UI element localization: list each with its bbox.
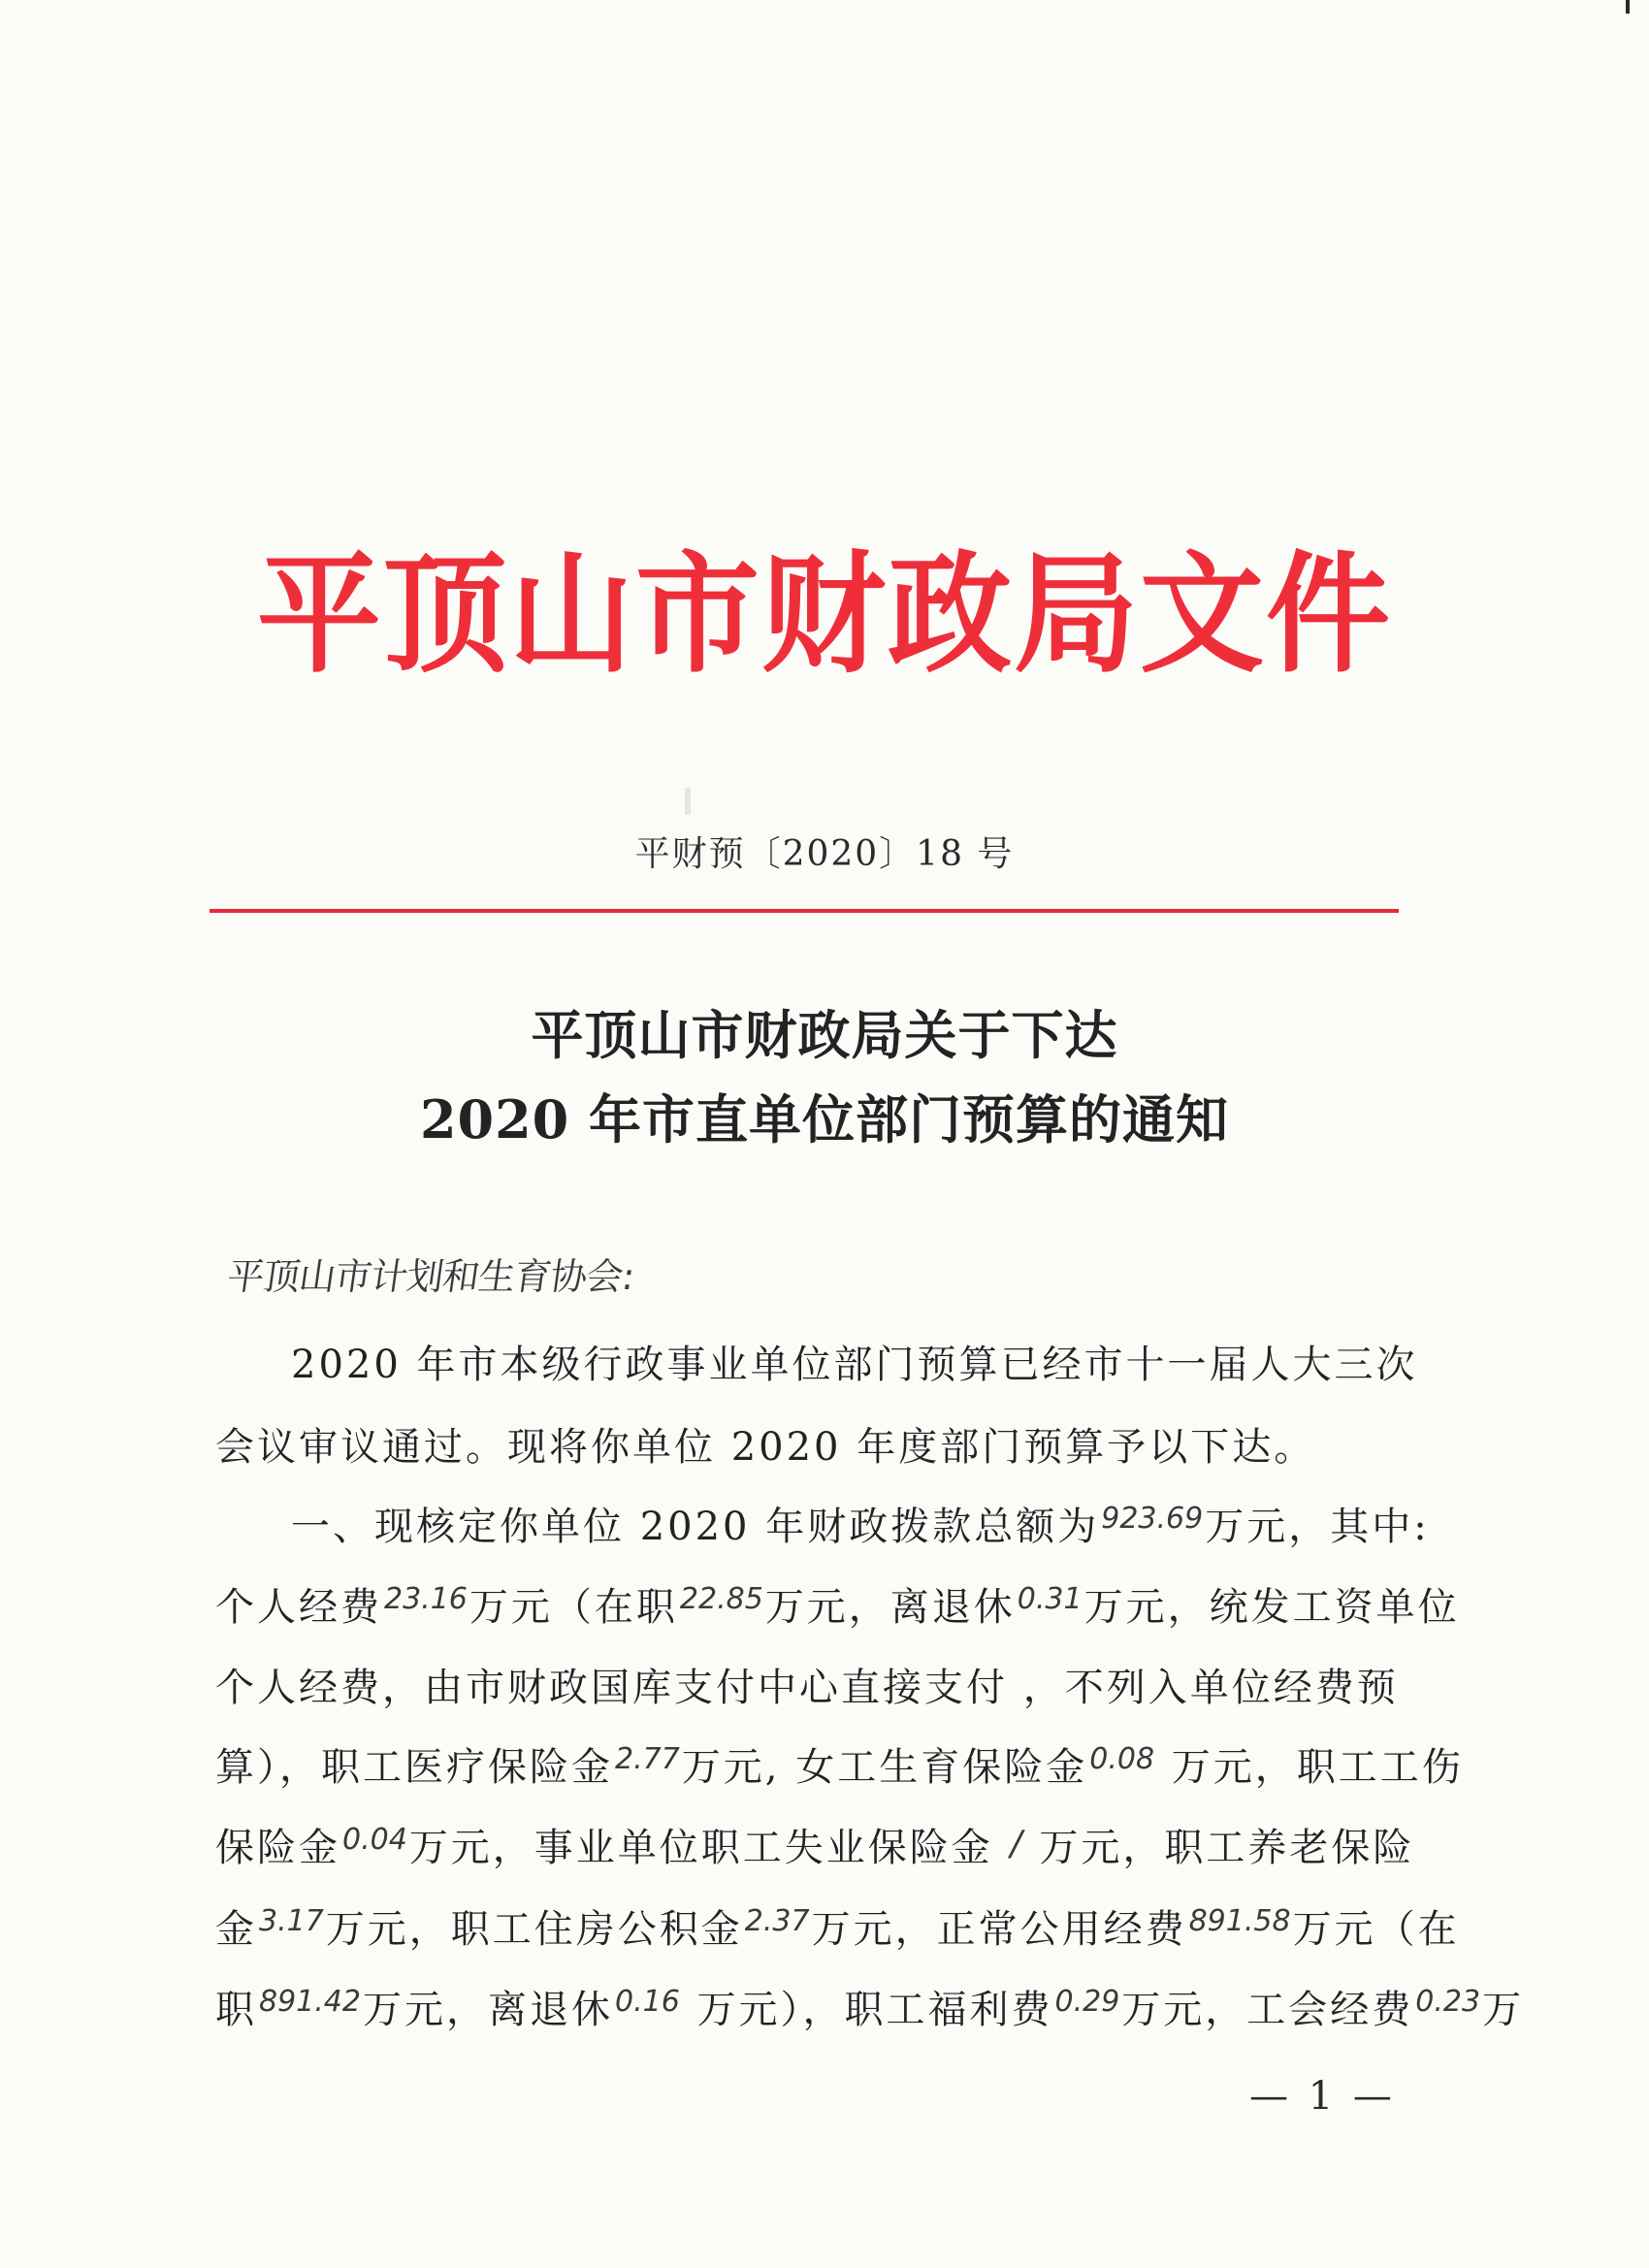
paragraph-2-line-5 [215, 1817, 1414, 1872]
paragraph-2-line-6 [215, 1898, 1460, 1954]
text: 万元，其中: [1205, 1505, 1430, 1549]
handwritten-pension: 3.17 [259, 1904, 324, 1938]
text: 万元，职工工伤 [1156, 1745, 1464, 1790]
paragraph-2-line-2 [215, 1576, 1460, 1632]
red-separator-line [210, 909, 1399, 913]
text: 职 [215, 1988, 257, 2032]
text: 会议审议通过。现将你单位 2020 年度部门预算予以下达。 [215, 1425, 1316, 1470]
paragraph-1-line-2 [215, 1416, 1315, 1472]
text: 万元（在职 [469, 1585, 678, 1630]
handwritten-maternity: 0.08 [1089, 1742, 1155, 1776]
title-line-2: 2020 年市直单位部门预算的通知 [419, 1088, 1230, 1150]
text: 万元，工会经费 [1121, 1988, 1414, 2032]
handwritten-welfare: 0.29 [1054, 1985, 1120, 2019]
text: 万元，统发工资单位 [1083, 1585, 1460, 1630]
text: 保险金 [215, 1826, 340, 1870]
handwritten-unemployment: / [1010, 1824, 1022, 1863]
document-number: 平财预〔2020〕18 号 [634, 834, 1015, 874]
page-number: — 1 — [1249, 2074, 1396, 2119]
text: 万元，正常公用经费 [811, 1907, 1187, 1952]
scan-smudge [685, 788, 691, 815]
handwritten-injury: 0.04 [342, 1823, 407, 1857]
text: 个人经费 [215, 1585, 382, 1630]
paragraph-2-line-1 [291, 1496, 1430, 1551]
handwritten-in-service: 22.85 [679, 1582, 763, 1616]
text: 万 [1482, 1988, 1525, 2032]
masthead: 平顶山市财政局文件 [256, 538, 1392, 692]
text: 万元，离退休 [764, 1585, 1016, 1630]
paragraph-2-line-3 [215, 1657, 1399, 1712]
handwritten-personal: 23.16 [384, 1582, 468, 1616]
text: 万元, 女工生育保险金 [681, 1745, 1088, 1790]
text: 2020 年市本级行政事业单位部门预算已经市十一届人大三次 [291, 1343, 1418, 1387]
handwritten-union: 0.23 [1415, 1985, 1481, 2019]
paragraph-2-line-4 [215, 1736, 1464, 1792]
text: 万元，职工住房公积金 [325, 1907, 743, 1952]
handwritten-total: 923.69 [1101, 1502, 1204, 1536]
handwritten-retired: 0.31 [1017, 1582, 1083, 1616]
handwritten-public-expense: 891.58 [1188, 1904, 1291, 1938]
text: 万元（在 [1292, 1907, 1460, 1952]
text: 一、现核定你单位 2020 年财政拨款总额为 [291, 1505, 1100, 1549]
handwritten-medical: 2.77 [615, 1742, 680, 1776]
title-line-1: 平顶山市财政局关于下达 [531, 1004, 1118, 1066]
paragraph-2-line-7 [215, 1979, 1524, 2034]
recipient-handwritten: 平顶山市计划和生育协会: [224, 1255, 637, 1298]
scan-corner-mark [1626, 0, 1630, 14]
text: 万元，事业单位职工失业保险金 [408, 1826, 1009, 1870]
handwritten-public-in-service: 891.42 [259, 1985, 361, 2019]
handwritten-public-retired: 0.16 [614, 1985, 680, 2019]
text: 个人经费，由市财政国库支付中心直接支付 ，不列入单位经费预 [215, 1666, 1399, 1710]
text: 万元，离退休 [362, 1988, 613, 2032]
text: 金 [215, 1907, 257, 1952]
paragraph-1-line-1 [291, 1334, 1418, 1389]
text: 万元），职工福利费 [681, 1988, 1053, 2032]
text: 万元，职工养老保险 [1023, 1826, 1415, 1870]
handwritten-housing: 2.37 [744, 1904, 810, 1938]
text: 算），职工医疗保险金 [215, 1745, 613, 1790]
